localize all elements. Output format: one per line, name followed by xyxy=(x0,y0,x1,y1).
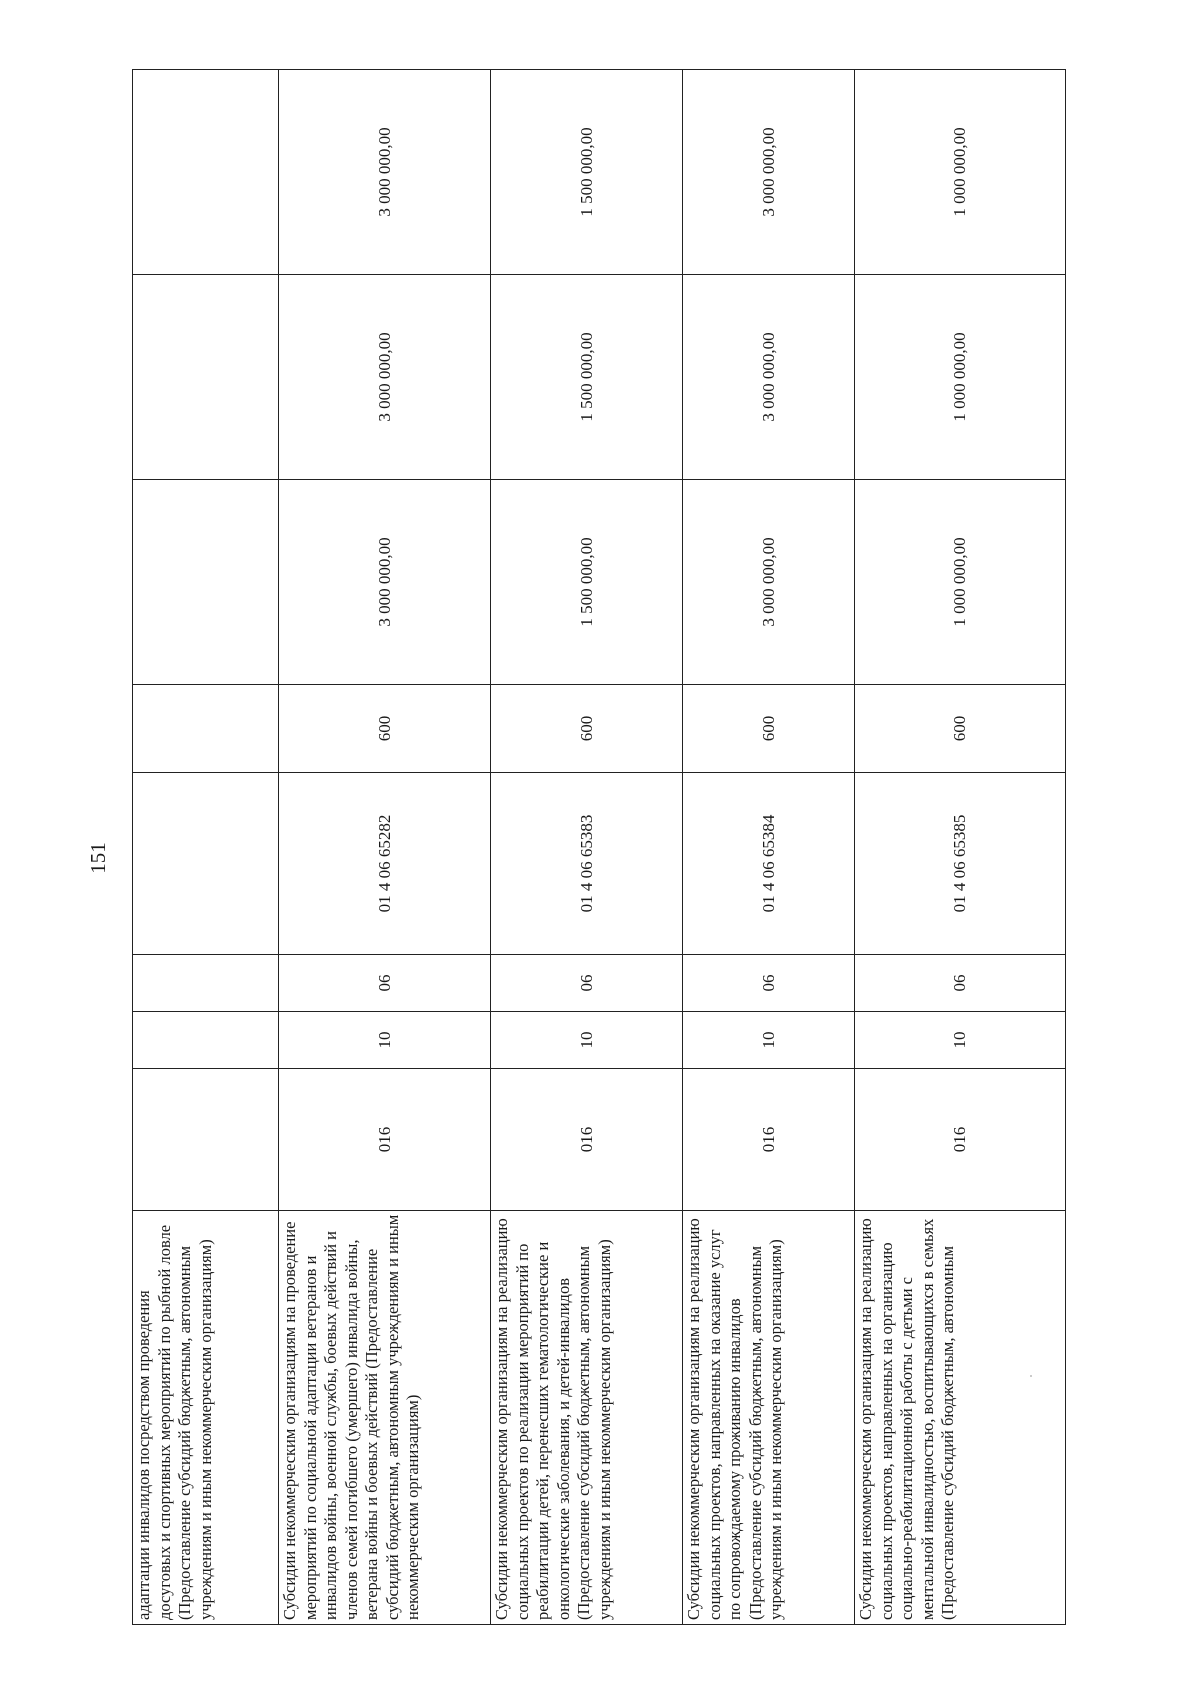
target-article-code: 01 4 06 65385 xyxy=(855,773,1066,955)
ministry-code: 016 xyxy=(855,1069,1066,1211)
amount-cell: 1 500 000,00 xyxy=(491,70,683,275)
amount-cell xyxy=(133,480,279,685)
amount-cell: 1 500 000,00 xyxy=(491,480,683,685)
row-description: Субсидии некоммерческим организациям на реализацию социальных проектов, направленных на организацию социально-реабилитационной работы с детьми с ментальной инвалидностью, воспитывающихся в семьях (Предоставление субсидий бюджетным, автономным xyxy=(855,1211,1066,1625)
scan-speck xyxy=(1030,1375,1032,1377)
budget-table xyxy=(132,69,1066,1625)
ministry-code: 016 xyxy=(491,1069,683,1211)
target-article-code: 01 4 06 65384 xyxy=(683,773,855,955)
row-description: адаптации инвалидов посредством проведения досуговых и спортивных мероприятий по рыбной ловле (Предоставление субсидий бюджетным, автономным учреждениям и иным некоммерческим организациям) xyxy=(133,1211,279,1625)
row-description: Субсидии некоммерческим организациям на реализацию социальных проектов по реализации мероприятий по реабилитации детей, перенесших гематологические и онкологические заболевания, и детей-инвалидов (Предоставление субсидий бюджетным, автономным учреждениям и иным некоммерческим организациям) xyxy=(491,1211,683,1625)
amount-cell: 3 000 000,00 xyxy=(683,480,855,685)
amount-cell: 1 000 000,00 xyxy=(855,480,1066,685)
table-row xyxy=(133,70,279,1625)
subsection-code xyxy=(133,955,279,1012)
target-article-code: 01 4 06 65383 xyxy=(491,773,683,955)
amount-cell: 3 000 000,00 xyxy=(683,70,855,275)
section-code: 10 xyxy=(279,1012,491,1069)
table-row xyxy=(683,70,855,1625)
ministry-code: 016 xyxy=(279,1069,491,1211)
target-article-code: 01 4 06 65282 xyxy=(279,773,491,955)
amount-cell xyxy=(133,70,279,275)
table-row xyxy=(491,70,683,1625)
section-code: 10 xyxy=(491,1012,683,1069)
expense-type-code: 600 xyxy=(279,685,491,773)
subsection-code: 06 xyxy=(683,955,855,1012)
amount-cell: 1 000 000,00 xyxy=(855,275,1066,480)
rotated-table-sheet xyxy=(132,70,1065,1625)
amount-cell: 1 500 000,00 xyxy=(491,275,683,480)
amount-cell: 3 000 000,00 xyxy=(279,275,491,480)
target-article-code xyxy=(133,773,279,955)
section-code xyxy=(133,1012,279,1069)
row-description: Субсидии некоммерческим организациям на проведение мероприятий по социальной адаптации ветеранов и инвалидов войны, военной службы, боевых действий и членов семей погибшего (умершего) инвалида войны, ветерана войны и боевых действий (Предоставление субсидий бюджетным, автономным учреждениям и иным некоммерческим организациям) xyxy=(279,1211,491,1625)
amount-cell: 3 000 000,00 xyxy=(683,275,855,480)
expense-type-code: 600 xyxy=(683,685,855,773)
subsection-code: 06 xyxy=(491,955,683,1012)
ministry-code xyxy=(133,1069,279,1211)
section-code: 10 xyxy=(683,1012,855,1069)
amount-cell: 3 000 000,00 xyxy=(279,70,491,275)
table-row xyxy=(279,70,491,1625)
page-number: 151 xyxy=(86,842,110,874)
expense-type-code: 600 xyxy=(855,685,1066,773)
amount-cell xyxy=(133,275,279,480)
ministry-code: 016 xyxy=(683,1069,855,1211)
subsection-code: 06 xyxy=(855,955,1066,1012)
subsection-code: 06 xyxy=(279,955,491,1012)
amount-cell: 3 000 000,00 xyxy=(279,480,491,685)
expense-type-code: 600 xyxy=(491,685,683,773)
expense-type-code xyxy=(133,685,279,773)
amount-cell: 1 000 000,00 xyxy=(855,70,1066,275)
section-code: 10 xyxy=(855,1012,1066,1069)
row-description: Субсидии некоммерческим организациям на реализацию социальных проектов, направленных на оказание услуг по сопровождаемому проживанию инвалидов (Предоставление субсидий бюджетным, автономным учреждениям и иным некоммерческим организациям) xyxy=(683,1211,855,1625)
table-row xyxy=(855,70,1066,1625)
